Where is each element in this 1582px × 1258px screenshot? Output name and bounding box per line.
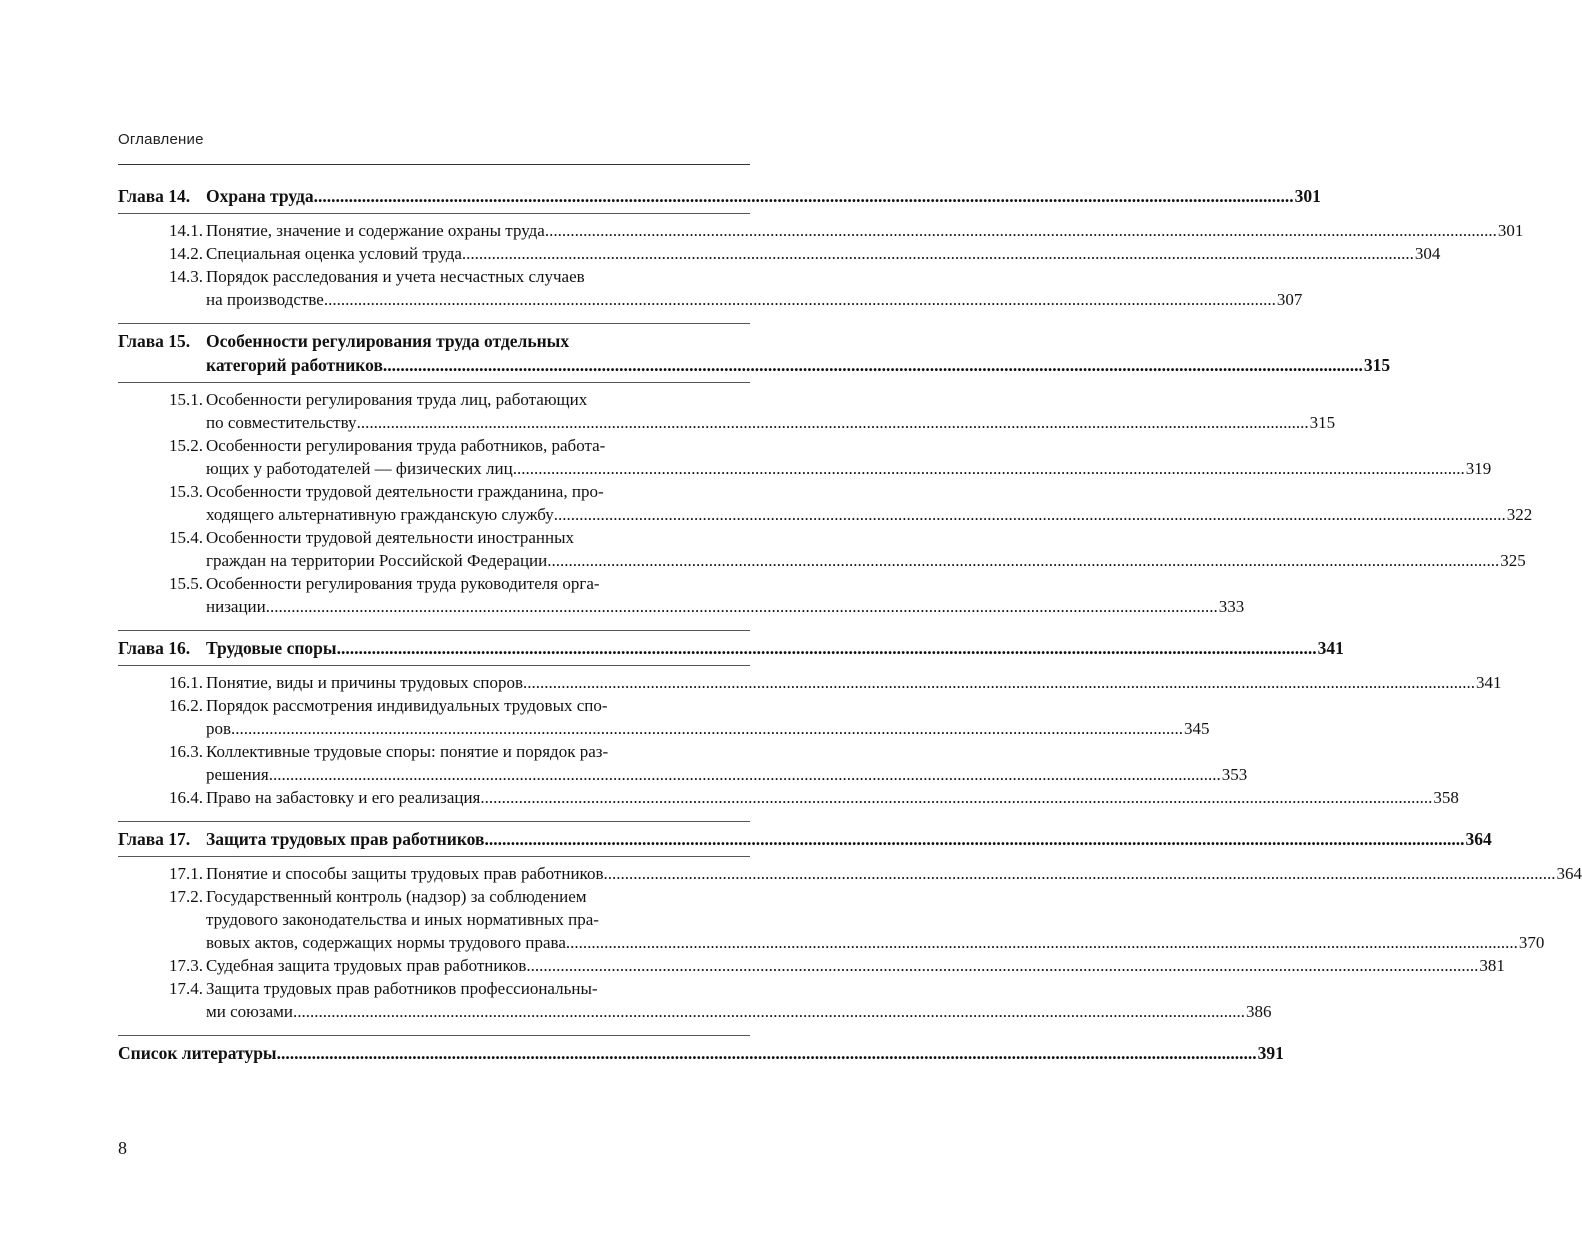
entry-page: 322 xyxy=(1506,505,1533,524)
entry-last-line xyxy=(206,763,1247,786)
entry-page: 341 xyxy=(1476,673,1502,692)
entry-page: 301 xyxy=(1294,186,1321,206)
section-entry[interactable] xyxy=(118,786,1459,809)
dot-leader xyxy=(484,827,1464,851)
entry-body xyxy=(206,740,1247,786)
entry-page: 370 xyxy=(1518,933,1545,952)
entry-line: Порядок рассмотрения индивидуальных трудовых спо- xyxy=(206,696,608,715)
entry-line: Особенности регулирования труда отдельных xyxy=(206,331,570,351)
entry-line: Особенности регулирования труда лиц, работающих xyxy=(206,390,588,409)
section-entry[interactable] xyxy=(118,977,1272,1023)
chapter-separator xyxy=(118,213,750,214)
entry-last-line xyxy=(206,595,1244,618)
entry-last-line xyxy=(206,184,1321,208)
header-rule xyxy=(118,164,750,165)
entry-title: ров xyxy=(206,719,232,738)
entry-line: Особенности регулирования труда руководителя орга- xyxy=(206,574,600,593)
entry-last-line xyxy=(206,827,1492,851)
section-list xyxy=(118,219,1524,311)
entry-last-line xyxy=(206,636,1344,660)
section-number: 15.3. xyxy=(169,482,203,501)
entry-page: 364 xyxy=(1556,864,1582,883)
entry-title: низации xyxy=(206,597,266,616)
entry-page: 304 xyxy=(1414,244,1441,263)
entry-body xyxy=(206,329,1390,377)
entry-line: трудового законодательства и иных нормативных пра- xyxy=(206,910,599,929)
entry-body xyxy=(206,572,1244,618)
entry-body xyxy=(206,526,1526,572)
entry-title: ющих у работодателей — физических лиц xyxy=(206,459,513,478)
entry-title: Понятие и способы защиты трудовых прав работников xyxy=(206,864,604,883)
entry-title: по совместительству xyxy=(206,413,357,432)
entry-last-line xyxy=(206,954,1505,977)
table-of-contents xyxy=(118,184,1582,1065)
chapter-label: Глава 16. xyxy=(118,638,191,658)
chapter-separator xyxy=(118,382,750,383)
entry-body xyxy=(206,671,1502,694)
chapter-separator xyxy=(118,665,750,666)
entry-body xyxy=(206,827,1492,851)
entry-body xyxy=(206,265,1302,311)
chapter-separator xyxy=(118,821,750,822)
entry-body xyxy=(206,480,1532,526)
dot-leader xyxy=(324,288,1276,311)
dot-leader xyxy=(462,242,1414,265)
section-entry[interactable] xyxy=(118,526,1526,572)
entry-title: Специальная оценка условий труда xyxy=(206,244,462,263)
entry-line: Особенности регулирования труда работников, работа- xyxy=(206,436,606,455)
dot-leader xyxy=(566,931,1518,954)
entry-page: 333 xyxy=(1218,597,1245,616)
entry-body xyxy=(206,885,1544,954)
dot-leader xyxy=(337,636,1317,660)
section-number: 16.1. xyxy=(169,673,203,692)
section-entry[interactable] xyxy=(118,862,1582,885)
section-entry[interactable] xyxy=(118,954,1505,977)
dot-leader xyxy=(513,457,1465,480)
entry-last-line xyxy=(206,671,1502,694)
entry-last-line xyxy=(206,457,1491,480)
chapter-separator xyxy=(118,323,750,324)
entry-title: Право на забастовку и его реализация xyxy=(206,788,481,807)
chapter-entry[interactable] xyxy=(118,329,1391,377)
dot-leader xyxy=(231,717,1183,740)
entry-page: 325 xyxy=(1500,551,1526,570)
dot-leader xyxy=(547,549,1499,572)
dot-leader xyxy=(266,595,1218,618)
chapter-label: Глава 15. xyxy=(118,331,191,351)
section-number: 17.4. xyxy=(169,979,203,998)
chapter-separator xyxy=(118,856,750,857)
dot-leader xyxy=(357,411,1309,434)
entry-title: Защита трудовых прав работников xyxy=(206,829,485,849)
entry-title: ми союзами xyxy=(206,1002,293,1021)
entry-page: 358 xyxy=(1433,788,1459,807)
section-entry[interactable] xyxy=(118,740,1248,786)
entry-last-line xyxy=(118,1041,1284,1065)
entry-body xyxy=(206,862,1582,885)
dot-leader xyxy=(383,353,1363,377)
entry-last-line xyxy=(206,219,1523,242)
section-entry[interactable] xyxy=(118,265,1303,311)
entry-page: 315 xyxy=(1309,413,1336,432)
entry-line: Коллективные трудовые споры: понятие и порядок раз- xyxy=(206,742,609,761)
section-entry[interactable] xyxy=(118,671,1502,694)
bibliography-entry[interactable] xyxy=(118,1041,1284,1065)
dot-leader xyxy=(545,219,1497,242)
dot-leader xyxy=(523,671,1475,694)
entry-last-line xyxy=(206,786,1459,809)
section-number: 17.1. xyxy=(169,864,203,883)
section-list xyxy=(118,388,1533,618)
chapter-label: Глава 17. xyxy=(118,829,191,849)
entry-page: 386 xyxy=(1245,1002,1272,1021)
section-entry[interactable] xyxy=(118,572,1245,618)
entry-line: Особенности трудовой деятельности гражданина, про- xyxy=(206,482,604,501)
entry-body xyxy=(206,184,1321,208)
section-entry[interactable] xyxy=(118,242,1441,265)
entry-title: решения xyxy=(206,765,269,784)
entry-page: 364 xyxy=(1465,829,1492,849)
entry-body xyxy=(206,388,1335,434)
entry-body xyxy=(206,786,1459,809)
section-list xyxy=(118,671,1502,809)
entry-title: Список литературы xyxy=(118,1043,277,1063)
entry-last-line xyxy=(206,411,1335,434)
entry-body xyxy=(206,977,1271,1023)
chapter-label: Глава 14. xyxy=(118,186,191,206)
chapter-entry[interactable] xyxy=(118,827,1492,851)
entry-line: Особенности трудовой деятельности иностранных xyxy=(206,528,575,547)
entry-page: 353 xyxy=(1221,765,1248,784)
entry-page: 345 xyxy=(1184,719,1210,738)
section-entry[interactable] xyxy=(118,885,1545,954)
entry-page: 319 xyxy=(1465,459,1492,478)
section-list xyxy=(118,862,1582,1023)
entry-title: граждан на территории Российской Федерации xyxy=(206,551,548,570)
section-entry[interactable] xyxy=(118,480,1533,526)
section-number: 17.2. xyxy=(169,887,203,906)
chapter-entry[interactable] xyxy=(118,636,1344,660)
entry-last-line xyxy=(206,1000,1271,1023)
entry-last-line xyxy=(206,503,1532,526)
entry-last-line xyxy=(206,862,1582,885)
dot-leader xyxy=(277,1041,1257,1065)
section-number: 16.4. xyxy=(169,788,203,807)
entry-title: Трудовые споры xyxy=(206,638,337,658)
section-number: 15.4. xyxy=(169,528,203,547)
section-number: 14.2. xyxy=(169,244,203,263)
chapter-separator xyxy=(118,1035,750,1036)
section-number: 16.3. xyxy=(169,742,203,761)
entry-line: Защита трудовых прав работников профессиональны- xyxy=(206,979,598,998)
dot-leader xyxy=(314,184,1294,208)
entry-last-line xyxy=(206,288,1302,311)
entry-body xyxy=(206,219,1523,242)
entry-title: Судебная защита трудовых прав работников xyxy=(206,956,527,975)
entry-body xyxy=(206,954,1505,977)
entry-body xyxy=(206,242,1440,265)
entry-last-line xyxy=(206,242,1440,265)
page-number: 8 xyxy=(118,1138,127,1158)
dot-leader xyxy=(480,786,1432,809)
section-number: 15.2. xyxy=(169,436,203,455)
entry-last-line xyxy=(206,931,1544,954)
entry-page: 341 xyxy=(1317,638,1344,658)
dot-leader xyxy=(554,503,1506,526)
entry-body xyxy=(206,694,1210,740)
chapter-entry[interactable] xyxy=(118,184,1321,208)
entry-title: ходящего альтернативную гражданскую службу xyxy=(206,505,554,524)
entry-last-line xyxy=(206,353,1390,377)
entry-title: Понятие, значение и содержание охраны труда xyxy=(206,221,545,240)
section-number: 14.1. xyxy=(169,221,203,240)
entry-page: 301 xyxy=(1497,221,1524,240)
dot-leader xyxy=(603,862,1555,885)
entry-title: на производстве xyxy=(206,290,324,309)
entry-title: категорий работников xyxy=(206,355,383,375)
entry-title: вовых актов, содержащих нормы трудового права xyxy=(206,933,566,952)
section-number: 15.1. xyxy=(169,390,203,409)
entry-page: 391 xyxy=(1257,1043,1284,1063)
entry-line: Государственный контроль (надзор) за соблюдением xyxy=(206,887,587,906)
section-number: 15.5. xyxy=(169,574,203,593)
section-number: 16.2. xyxy=(169,696,203,715)
entry-page: 307 xyxy=(1276,290,1303,309)
section-entry[interactable] xyxy=(118,434,1492,480)
entry-title: Охрана труда xyxy=(206,186,314,206)
entry-last-line xyxy=(206,549,1526,572)
section-entry[interactable] xyxy=(118,219,1524,242)
dot-leader xyxy=(526,954,1478,977)
entry-page: 381 xyxy=(1479,956,1505,975)
section-entry[interactable] xyxy=(118,388,1336,434)
dot-leader xyxy=(293,1000,1245,1023)
section-number: 14.3. xyxy=(169,267,203,286)
entry-line: Порядок расследования и учета несчастных случаев xyxy=(206,267,585,286)
entry-title: Понятие, виды и причины трудовых споров xyxy=(206,673,524,692)
section-number: 17.3. xyxy=(169,956,203,975)
entry-body xyxy=(206,636,1344,660)
running-header: Оглавление xyxy=(118,131,204,148)
entry-body xyxy=(206,434,1491,480)
section-entry[interactable] xyxy=(118,694,1210,740)
entry-body xyxy=(118,1041,1284,1065)
entry-last-line xyxy=(206,717,1210,740)
dot-leader xyxy=(269,763,1221,786)
entry-page: 315 xyxy=(1363,355,1391,375)
chapter-separator xyxy=(118,630,750,631)
